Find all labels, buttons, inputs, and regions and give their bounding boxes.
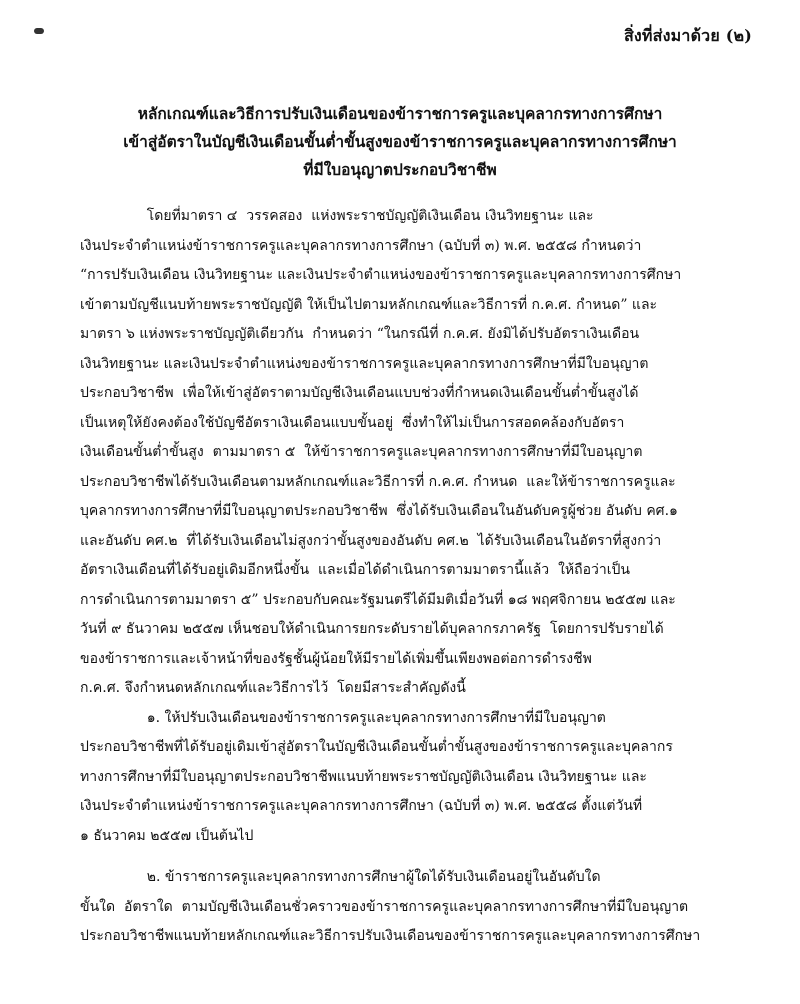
body-line: ประกอบวิชาชีพที่ได้รับอยู่เดิมเข้าสู่อัตราในบัญชีเงินเดือนขั้นต่ำขั้นสูงของข้าราชการครูและบุคลากร xyxy=(80,739,673,755)
body-line: เงินวิทยฐานะ และเงินประจำตำแหน่งของข้าราชการครูและบุคลากรทางการศึกษาที่มีใบอนุญาต xyxy=(80,355,649,372)
body-line: บุคลากรทางการศึกษาที่มีใบอนุญาตประกอบวิชาชีพ ซึ่งได้รับเงินเดือนในอันดับครูผู้ช่วย อันดับ คศ.๑ xyxy=(80,503,678,519)
document-body xyxy=(80,202,720,952)
body-line: ทางการศึกษาที่มีใบอนุญาตประกอบวิชาชีพแนบท้ายพระราชบัญญัติเงินเดือน เงินวิทยฐานะ และ xyxy=(80,768,647,785)
body-line: “การปรับเงินเดือน เงินวิทยฐานะ และเงินประจำตำแหน่งของข้าราชการครูและบุคลากรทางการศึกษา xyxy=(80,267,682,283)
body-line: วันที่ ๙ ธันวาคม ๒๕๕๗ เห็นชอบให้ดำเนินการยกระดับรายได้บุคลากรภาครัฐ โดยการปรับรายได้ xyxy=(80,621,664,637)
document-title xyxy=(60,100,740,184)
body-line: เข้าตามบัญชีแนบท้ายพระราชบัญญัติ ให้เป็นไปตามหลักเกณฑ์และวิธีการที่ ก.ค.ศ. กำหนด” และ xyxy=(80,296,658,313)
body-line: และอันดับ คศ.๒ ที่ได้รับเงินเดือนไม่สูงกว่าขั้นสูงของอันดับ คศ.๒ ได้รับเงินเดือนในอัตราที่สูงกว่า xyxy=(80,532,662,549)
body-line: ประกอบวิชาชีพแนบท้ายหลักเกณฑ์และวิธีการปรับเงินเดือนของข้าราชการครูและบุคลากรทางการศึกษา xyxy=(80,928,701,944)
title-line-2: เข้าสู่อัตราในบัญชีเงินเดือนขั้นต่ำขั้นสูงของข้าราชการครูและบุคลากรทางการศึกษา xyxy=(123,132,677,151)
body-line: ก.ค.ศ. จึงกำหนดหลักเกณฑ์และวิธีการไว้ โดยมีสาระสำคัญดังนี้ xyxy=(80,680,466,696)
body-line: ประกอบวิชาชีพได้รับเงินเดือนตามหลักเกณฑ์และวิธีการที่ ก.ค.ศ. กำหนด และให้ข้าราชการครูและ xyxy=(80,473,676,490)
body-line: โดยที่มาตรา ๔ วรรคสอง แห่งพระราชบัญญัติเงินเดือน เงินวิทยฐานะ และ xyxy=(80,208,594,224)
body-line: เงินประจำตำแหน่งข้าราชการครูและบุคลากรทางการศึกษา (ฉบับที่ ๓) พ.ศ. ๒๕๕๘ ตั้งแต่วันที่ xyxy=(80,798,643,814)
body-line: ของข้าราชการและเจ้าหน้าที่ของรัฐชั้นผู้น้อยให้มีรายได้เพิ่มขึ้นเพียงพอต่อการดำรงชีพ xyxy=(80,650,592,667)
body-line: เป็นเหตุให้ยังคงต้องใช้บัญชีอัตราเงินเดือนแบบขั้นอยู่ ซึ่งทำให้ไม่เป็นการสอดคล้องกับอัตรา xyxy=(80,414,625,431)
paragraph-gap xyxy=(80,851,720,863)
body-line: การดำเนินการตามมาตรา ๕” ประกอบกับคณะรัฐมนตรีได้มีมติเมื่อวันที่ ๑๘ พฤศจิกายน ๒๕๕๗ และ xyxy=(80,591,676,608)
body-line: อัตราเงินเดือนที่ได้รับอยู่เดิมอีกหนึ่งขั้น และเมื่อได้ดำเนินการตามมาตรานี้แล้ว ให้ถือว่าเป็น xyxy=(80,562,630,578)
enclosure-label: สิ่งที่ส่งมาด้วย (๒) xyxy=(623,26,752,45)
body-line: มาตรา ๖ แห่งพระราชบัญญัติเดียวกัน กำหนดว่า “ในกรณีที่ ก.ค.ศ. ยังมิได้ปรับอัตราเงินเดือน xyxy=(80,326,640,342)
body-line: ๑. ให้ปรับเงินเดือนของข้าราชการครูและบุคลากรทางการศึกษาที่มีใบอนุญาต xyxy=(80,709,606,726)
title-line-1: หลักเกณฑ์และวิธีการปรับเงินเดือนของข้าราชการครูและบุคลากรทางการศึกษา xyxy=(137,104,663,123)
body-line: ประกอบวิชาชีพ เพื่อให้เข้าสู่อัตราตามบัญชีเงินเดือนแบบช่วงที่กำหนดเงินเดือนขั้นต่ำขั้นสูงได้ xyxy=(80,385,639,401)
body-line: เงินประจำตำแหน่งข้าราชการครูและบุคลากรทางการศึกษา (ฉบับที่ ๓) พ.ศ. ๒๕๕๘ กำหนดว่า xyxy=(80,237,642,254)
body-line: ๒. ข้าราชการครูและบุคลากรทางการศึกษาผู้ใดได้รับเงินเดือนอยู่ในอันดับใด xyxy=(80,869,601,885)
body-line: เงินเดือนขั้นต่ำขั้นสูง ตามมาตรา ๕ ให้ข้าราชการครูและบุคลากรทางการศึกษาที่มีใบอนุญาต xyxy=(80,444,643,460)
body-line: ๑ ธันวาคม ๒๕๕๗ เป็นต้นไป xyxy=(80,827,254,844)
body-line: ขั้นใด อัตราใด ตามบัญชีเงินเดือนชั่วคราวของข้าราชการครูและบุคลากรทางการศึกษาที่มีใบอนุญาต xyxy=(80,898,689,915)
title-line-3: ที่มีใบอนุญาตประกอบวิชาชีพ xyxy=(303,160,497,179)
scan-mark xyxy=(34,28,44,34)
